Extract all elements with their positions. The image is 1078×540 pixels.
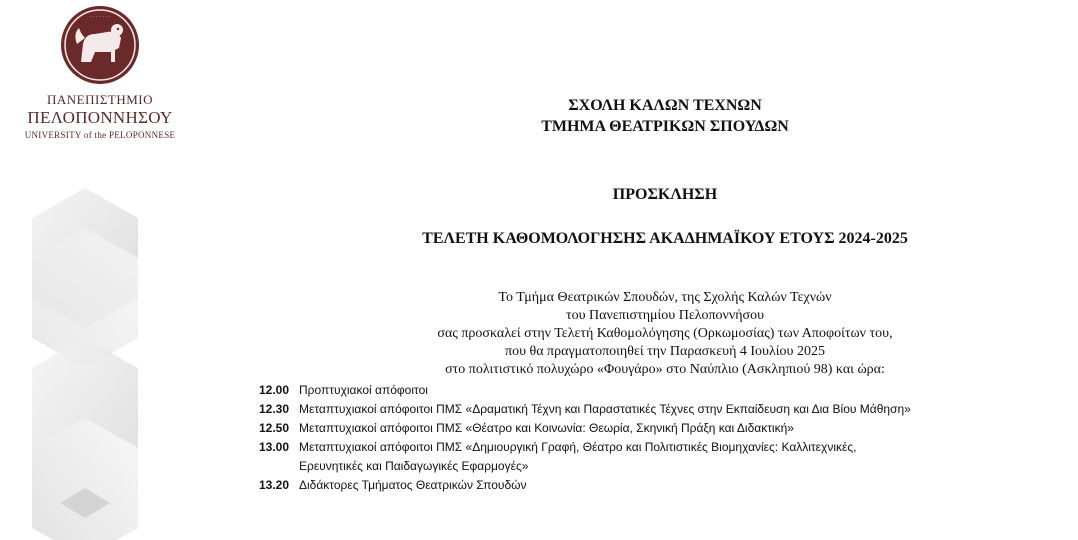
schedule-description-line: Προπτυχιακοί απόφοιτοι	[299, 383, 428, 397]
schedule-description	[299, 381, 1069, 400]
schedule-row	[259, 438, 1069, 476]
schedule-description-line: Διδάκτορες Τμήματος Θεατρικών Σπουδών	[299, 478, 527, 492]
invitation-line: που θα πραγματοποιηθεί την Παρασκευή 4 Ιουλίου 2025	[505, 344, 825, 359]
schedule-row	[259, 381, 1069, 400]
decorative-hexagon-pattern	[30, 188, 140, 540]
schedule-description-line: Μεταπτυχιακοί απόφοιτοι ΠΜΣ «Δημιουργική Γραφή, Θέατρο και Πολιτιστικές Βιομηχανίες: Καλλιτεχνικές,	[299, 440, 857, 454]
schedule-row	[259, 419, 1069, 438]
school-name: ΣΧΟΛΗ ΚΑΛΩΝ ΤΕΧΝΩΝ	[568, 97, 762, 114]
schedule-description	[299, 438, 1069, 476]
invitation-line: στο πολιτιστικό πολυχώρο «Φουγάρο» στο Ναύπλιο (Ασκληπιού 98) και ώρα:	[445, 362, 885, 377]
invitation-title: ΠΡΟΣΚΛΗΣΗ	[612, 186, 718, 203]
schedule-row	[259, 476, 1069, 495]
schedule-time: 12.30	[259, 402, 290, 416]
lion-seal-icon	[59, 4, 141, 86]
university-name-greek-line1: ΠΑΝΕΠΙΣΤΗΜΙΟ	[47, 92, 153, 107]
invitation-line: Το Τμήμα Θεατρικών Σπουδών, της Σχολής Καλών Τεχνών	[498, 290, 832, 305]
university-name-greek-line2: ΠΕΛΟΠΟΝΝΗΣΟΥ	[27, 108, 173, 127]
schedule-time: 13.00	[259, 440, 290, 454]
university-logo	[10, 4, 190, 140]
schedule-description	[299, 419, 1069, 438]
invitation-text	[260, 289, 1070, 379]
schedule-list	[259, 381, 1069, 495]
invitation-line: του Πανεπιστημίου Πελοποννήσου	[565, 308, 765, 323]
schedule-time: 12.00	[259, 383, 290, 397]
schedule-description-line: Μεταπτυχιακοί απόφοιτοι ΠΜΣ «Θέατρο και Κοινωνία: Θεωρία, Σκηνική Πράξη και Διδακτική»	[299, 421, 794, 435]
schedule-description	[299, 476, 1069, 495]
department-name: ΤΜΗΜΑ ΘΕΑΤΡΙΚΩΝ ΣΠΟΥΔΩΝ	[541, 118, 789, 135]
schedule-description	[299, 400, 1069, 419]
event-title: ΤΕΛΕΤΗ ΚΑΘΟΜΟΛΟΓΗΣΗΣ ΑΚΑΔΗΜΑΪΚΟΥ ΕΤΟΥΣ 2024-2025	[422, 230, 908, 247]
schedule-description-line: Ερευνητικές και Παιδαγωγικές Εφαρμογές»	[299, 459, 529, 473]
invitation-line: σας προσκαλεί στην Τελετή Καθομολόγησης (Ορκωμοσίας) των Αποφοίτων του,	[437, 326, 893, 341]
svg-text:· · · · · · ·: · · · · · · ·	[89, 14, 111, 20]
schedule-time: 13.20	[259, 478, 290, 492]
schedule-row	[259, 400, 1069, 419]
schedule-time: 12.50	[259, 421, 290, 435]
schedule-description-line: Μεταπτυχιακοί απόφοιτοι ΠΜΣ «Δραματική Τέχνη και Παραστατικές Τέχνες στην Εκπαίδευση και Δια Βίου Μάθηση»	[299, 402, 911, 416]
university-name-english: UNIVERSITY of the PELOPONNESE	[24, 130, 176, 140]
